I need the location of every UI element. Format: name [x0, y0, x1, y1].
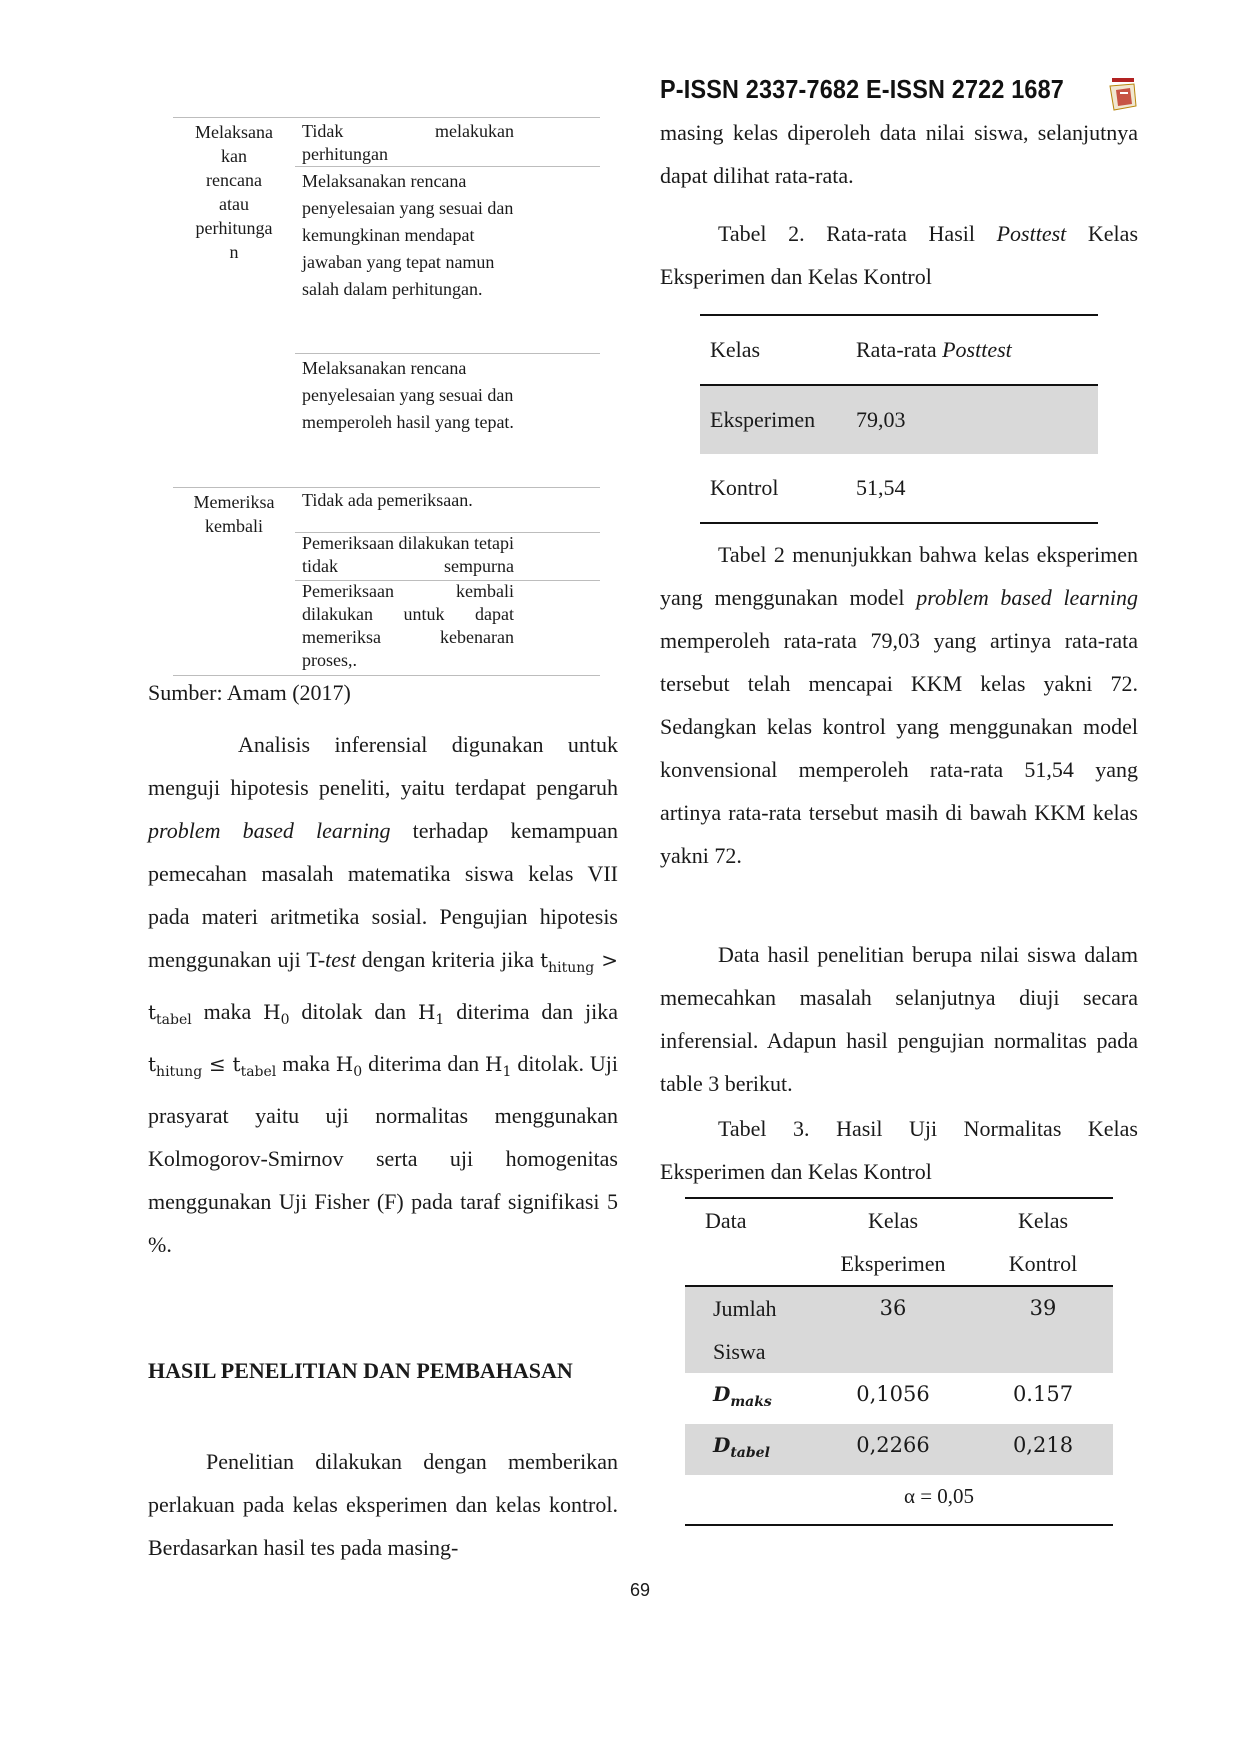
table3-row-label: Jumlah Siswa: [713, 1296, 777, 1364]
table-row: [685, 1373, 1113, 1424]
table3-header-data: Data: [705, 1208, 747, 1233]
table3-cell-kontrol: 0.157: [1012, 1382, 1074, 1406]
rubric-descriptor: Pemeriksaan dilakukan tetapi tidak sempurna: [302, 533, 514, 576]
table-row: [685, 1287, 1113, 1373]
table-row: [685, 1424, 1113, 1475]
journal-logo-icon: [1108, 76, 1138, 112]
table-row: [700, 454, 1098, 522]
rubric-descriptor: Tidak ada pemeriksaan.: [302, 490, 473, 510]
table-3-normalitas: [685, 1197, 1113, 1526]
paragraph-analisis-inferensial: Analisis inferensial digunakan untuk menguji hipotesis peneliti, yaitu terdapat pengaruh problem based learning terhadap kemampuan pemecahan masalah matematika siswa kelas VII pada materi aritmetika sosial. Pengujian hipotesis menggunakan uji T-test dengan kriteria jika $t_{hitung} > t_{tabel}$ maka $H_0$ ditolak dan $H_1$ diterima dan jika $t_{hitung} \le t_{tabel}$ maka $H_0$ diterima dan $H_1$ ditolak. Uji prasyarat yaitu uji normalitas menggunakan Kolmogorov-Smirnov serta uji homogenitas menggunakan Uji Fisher (F) pada taraf signifikasi 5 %.: [148, 732, 619, 1257]
rubric-aspect-melaksanakan: Melaksana kan rencana atau perhitunga n: [195, 122, 273, 262]
rubric-descriptor: Tidak melakukan perhitungan: [302, 121, 514, 164]
table3-row-label: $D_{tabel}$: [713, 1433, 770, 1461]
table2-header-kelas: Kelas: [710, 337, 761, 362]
table-source: Sumber: Amam (2017): [148, 680, 351, 705]
table2-header-rata: Rata-rata Posttest: [856, 337, 1012, 362]
rubric-descriptor: Melaksanakan rencana penyelesaian yang sesuai dan memperoleh hasil yang tepat.: [302, 358, 514, 432]
table3-bottom-rule: [685, 1524, 1113, 1526]
table3-cell-eksperimen: 36: [879, 1296, 907, 1320]
table3-cell-eksperimen: 0,1056: [856, 1382, 930, 1406]
rubric-descriptor: Melaksanakan rencana penyelesaian yang sesuai dan kemungkinan mendapat jawaban yang tepat namun salah dalam perhitungan.: [302, 171, 514, 299]
table2-caption: Tabel 2. Rata-rata Hasil Posttest Kelas Eksperimen dan Kelas Kontrol: [660, 221, 1139, 289]
table2-cell-nilai: 79,03: [856, 407, 906, 432]
table2-cell-kelas: Eksperimen: [710, 407, 816, 432]
paragraph-penelitian: Penelitian dilakukan dengan memberikan perlakuan pada kelas eksperimen dan kelas kontrol. Berdasarkan hasil tes pada masing-: [148, 1449, 618, 1560]
table3-header-row: [685, 1199, 1113, 1285]
rubric-bottom-rule: [173, 675, 600, 676]
rubric-top-rule: [173, 117, 600, 118]
table3-caption: Tabel 3. Hasil Uji Normalitas Kelas Eksperimen dan Kelas Kontrol: [660, 1116, 1138, 1184]
table3-row-label: $D_{maks}$: [713, 1382, 772, 1410]
paragraph-masing-kelas: masing kelas diperoleh data nilai siswa, selanjutnya dapat dilihat rata-rata.: [660, 120, 1138, 188]
paragraph-data-hasil: Data hasil penelitian berupa nilai siswa dalam memecahkan masalah selanjutnya diuji secara inferensial. Adapun hasil pengujian normalitas pada table 3 berikut.: [660, 942, 1138, 1096]
table-2-rata-rata: [700, 314, 1098, 524]
table3-header-eksperimen: Kelas Eksperimen: [840, 1208, 946, 1276]
table3-cell-kontrol: 0,218: [1012, 1433, 1074, 1457]
table3-cell-eksperimen: 0,2266: [856, 1433, 930, 1457]
rubric-rule: [295, 353, 600, 354]
journal-issn: P-ISSN 2337-7682 E-ISSN 2722 1687: [660, 74, 1065, 104]
section-heading: HASIL PENELITIAN DAN PEMBAHASAN: [148, 1358, 573, 1383]
rubric-descriptor: Pemeriksaan kembali dilakukan untuk dapat memeriksa kebenaran proses,.: [302, 581, 514, 670]
table3-cell-kontrol: 39: [1029, 1296, 1057, 1320]
table2-header-row: [700, 316, 1098, 384]
rubric-aspect-memeriksa: Memeriksa kembali: [193, 492, 275, 536]
table2-bottom-rule: [700, 522, 1098, 524]
rubric-rule: [295, 166, 600, 167]
table3-header-kontrol: Kelas Kontrol: [1008, 1208, 1078, 1276]
table2-cell-nilai: 51,54: [856, 475, 906, 500]
table-row: [700, 386, 1098, 454]
table3-alpha-note: α = 0,05: [903, 1484, 975, 1508]
page-number: 69: [630, 1580, 651, 1600]
paragraph-tabel2-analisis: Tabel 2 menunjukkan bahwa kelas eksperimen yang menggunakan model problem based learning memperoleh rata-rata 79,03 yang artinya rata-rata tersebut telah mencapai KKM kelas yakni 72. Sedangkan kelas kontrol yang menggunakan model konvensional memperoleh rata-rata 51,54 yang artinya rata-rata tersebut masih di bawah KKM kelas yakni 72.: [660, 542, 1138, 868]
table2-cell-kelas: Kontrol: [710, 475, 779, 500]
